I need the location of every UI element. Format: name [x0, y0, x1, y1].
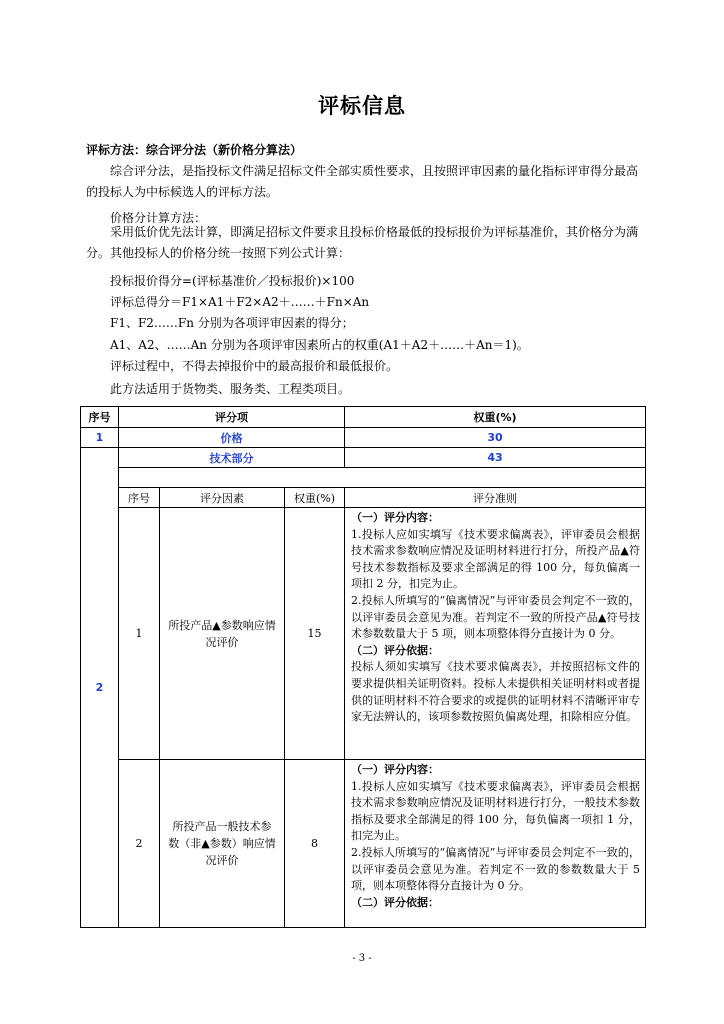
sub-row-1-basis-label: （二）评分依据：	[351, 643, 440, 657]
sub-row-1-factor: 所投产品▲参数响应情况评价	[160, 508, 285, 760]
sub-row-1-criteria	[345, 508, 646, 760]
sub-row-2-content-2: 2.投标人所填写的“偏离情况”与评审委员会判定不一致的，以评审委员会意见为准。若判定不一致的参数数量大于 5 项，则本项整体得分直接计为 0 分。	[351, 845, 641, 893]
row-price-no: 1	[81, 428, 119, 448]
sub-header-factor: 评分因素	[160, 488, 285, 508]
empty-cell	[119, 468, 646, 488]
note-applicability: 此方法适用于货物类、服务类、工程类项目。	[110, 382, 351, 396]
sub-row-1-content-1: 1.投标人应如实填写《技术要求偏离表》，评审委员会根据技术需求参数响应情况及证明材料进行打分，所投产品▲符号技术参数指标及要求全部满足的得 100 分，每负偏离一项扣 2 分，扣完为止。	[351, 527, 641, 591]
table-header-row	[81, 407, 646, 428]
header-no: 序号	[81, 407, 119, 428]
sub-header-no: 序号	[119, 488, 160, 508]
row-technical-no: 2	[81, 448, 119, 928]
intro-paragraph: 综合评分法，是指投标文件满足招标文件全部实质性要求，且按照评审因素的量化指标评审得分最高的投标人为中标候选人的评标方法。	[86, 164, 639, 199]
price-calc-description: 采用低价优先法计算，即满足招标文件要求且投标价格最低的投标报价为评标基准价，其价格分为满分。其他投标人的价格分统一按照下列公式计算：	[86, 225, 639, 260]
page-number: - 3 -	[352, 953, 372, 964]
scoring-table	[80, 406, 646, 928]
row-technical-item: 技术部分	[119, 448, 345, 468]
header-item: 评分项	[119, 407, 345, 428]
sub-row-1-no: 1	[119, 508, 160, 760]
sub-row-2-factor: 所投产品一般技术参数（非▲参数）响应情况评价	[160, 760, 285, 928]
row-price-item: 价格	[119, 428, 345, 448]
table-row-technical	[81, 448, 646, 468]
sub-row-1-content-label: （一）评分内容：	[351, 511, 440, 524]
price-calc-label: 价格分计算方法：	[110, 211, 207, 225]
sub-row-2-content-label: （一）评分内容：	[351, 763, 440, 776]
evaluation-method-heading: 评标方法：综合评分法（新价格分算法）	[86, 143, 303, 157]
row-price-weight: 30	[345, 428, 646, 448]
sub-row-2-no: 2	[119, 760, 160, 928]
row-technical-weight: 43	[345, 448, 646, 468]
formula-a-definition: A1、A2、……An 分别为各项评审因素所占的权重(A1＋A2＋……＋An＝1)。	[110, 338, 529, 352]
sub-header-criteria: 评分准则	[345, 488, 646, 508]
sub-row-2	[81, 760, 646, 928]
sub-row-1	[81, 508, 646, 760]
sub-row-2-criteria	[345, 760, 646, 928]
sub-header-row	[81, 488, 646, 508]
sub-row-2-content-1: 1.投标人应如实填写《技术要求偏离表》，评审委员会根据技术需求参数响应情况及证明材料进行打分，一般技术参数指标及要求全部满足的得 100 分，每负偏离一项扣 1 分，扣完为止。	[351, 779, 641, 843]
sub-row-1-basis: 投标人须如实填写《技术要求偏离表》，并按照招标文件的要求提供相关证明资料。投标人未提供相关证明材料或者提供的证明材料不符合要求的或提供的证明材料不清晰评审专家无法辨认的，该项参数按照负偏离处理，扣除相应分值。	[351, 660, 641, 724]
sub-row-1-weight: 15	[285, 508, 345, 760]
formula-total-score: 评标总得分＝F1×A1＋F2×A2＋……＋Fn×An	[110, 295, 370, 309]
header-weight: 权重(%)	[345, 407, 646, 428]
sub-row-2-basis-label: （二）评分依据：	[351, 895, 440, 909]
formula-price-score: 投标报价得分=(评标基准价／投标报价)×100	[110, 274, 355, 288]
sub-header-weight: 权重(%)	[285, 488, 345, 508]
table-row-price	[81, 428, 646, 448]
table-empty-row	[81, 468, 646, 488]
sub-row-2-weight: 8	[285, 760, 345, 928]
sub-row-1-content-2: 2.投标人所填写的“偏离情况”与评审委员会判定不一致的，以评审委员会意见为准。若判定不一致的所投产品▲符号技术参数数量大于 5 项，则本项整体得分直接计为 0 分。	[351, 593, 641, 641]
note-no-removal: 评标过程中，不得去掉报价中的最高报价和最低报价。	[110, 359, 399, 373]
page-title: 评标信息	[318, 94, 406, 118]
formula-f-definition: F1、F2……Fn 分别为各项评审因素的得分；	[110, 316, 354, 330]
